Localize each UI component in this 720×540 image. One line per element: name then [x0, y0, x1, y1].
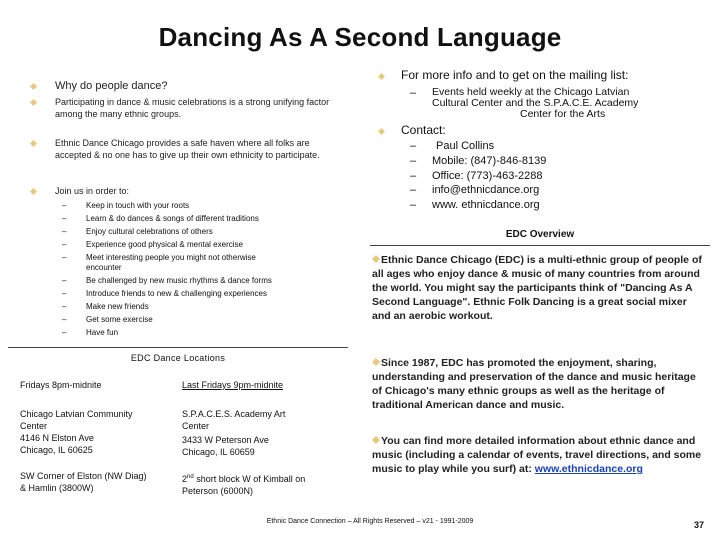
- contact-mobile: Mobile: (847)-846-8139: [432, 155, 547, 167]
- venue-spaces: [182, 408, 285, 458]
- reason-text: Get some exercise: [86, 315, 153, 324]
- diamond-bullet-icon: [30, 99, 37, 106]
- info-line: Events held weekly at the Chicago Latvian: [432, 86, 630, 98]
- contact-item: – Office: (773)-463-2288: [410, 170, 543, 182]
- contact-item: – info@ethnicdance.org: [410, 184, 540, 196]
- venue-line: 4146 N Elston Ave: [20, 433, 94, 443]
- bullet-text: Why do people dance?: [55, 80, 168, 92]
- left-bullet-4: [30, 185, 325, 197]
- info-line: Center for the Arts: [520, 108, 606, 120]
- reason-text: Meet interesting people you might not otherwise encounter: [86, 253, 256, 272]
- corner-latvian: [20, 470, 147, 494]
- corner-num: 2: [182, 474, 188, 484]
- diamond-bullet-icon: [372, 253, 380, 261]
- reason-text: Make new friends: [86, 302, 149, 311]
- corner-line: SW Corner of Elston (NW Diag): [20, 471, 147, 481]
- locations-title: EDC Dance Locations: [130, 353, 226, 363]
- reason-item: – Keep in touch with your roots: [62, 201, 190, 210]
- corner-spaces: [182, 471, 305, 497]
- overview-paragraph-3: [372, 434, 708, 476]
- paragraph-text: You can find more detailed information about ethnic dance and music (including a calendar of events, travel directions, and some music to play while you surf) at:: [372, 435, 702, 475]
- reason-text: Be challenged by new music rhythms & dance forms: [86, 276, 272, 285]
- overview-title: EDC Overview: [370, 229, 710, 246]
- venue-latvian: [20, 408, 133, 456]
- reason-item: – Introduce friends to new & challenging experiences: [62, 289, 267, 298]
- page-title: Dancing As A Second Language: [158, 22, 562, 52]
- contact-item: – Paul Collins: [410, 140, 495, 152]
- contact-item: – Mobile: (847)-846-8139: [410, 155, 547, 167]
- paragraph-text: Ethnic Dance Chicago (EDC) is a multi-ethnic group of people of all ages who enjoy dance & music of many countries from around the world. You might say the participants think of "Dancing As A Second Language". Ethnic Folk Dancing is a great social mixer and an aerobic workout.: [372, 254, 702, 322]
- corner-rest: short block W of Kimball on: [193, 474, 306, 484]
- reason-text: Introduce friends to new & challenging experiences: [86, 289, 267, 298]
- venue-line: Chicago, IL 60625: [20, 445, 93, 455]
- diamond-bullet-icon: [378, 128, 385, 135]
- reason-text: Enjoy cultural celebrations of others: [86, 227, 213, 236]
- page-number: 37: [694, 520, 705, 530]
- reason-item: – Experience good physical & mental exercise: [62, 240, 243, 249]
- contact-name: Paul Collins: [436, 140, 495, 152]
- info-heading: For more info and to get on the mailing list:: [401, 68, 629, 82]
- reason-item: – Learn & do dances & songs of different traditions: [62, 214, 259, 223]
- venue-line: Chicago Latvian Community: [20, 409, 133, 419]
- paragraph-text: Since 1987, EDC has promoted the enjoyment, sharing, understanding and preservation of the dance and music heritage of Chicago's many ethnic groups as well as the heritage of traditional American dance and music.: [372, 357, 696, 411]
- contact-office: Office: (773)-463-2288: [432, 170, 543, 182]
- venue-line: S.P.A.C.E.S. Academy Art: [182, 409, 286, 419]
- diamond-bullet-icon: [372, 434, 380, 442]
- venue-line: Chicago, IL 60659: [182, 447, 255, 457]
- reason-item: – Enjoy cultural celebrations of others: [62, 227, 213, 236]
- fridays-time: Fridays 8pm-midnite: [20, 380, 102, 390]
- reason-item: – Be challenged by new music rhythms & dance forms: [62, 276, 272, 285]
- reason-text: Keep in touch with your roots: [86, 201, 190, 210]
- website-link[interactable]: www.ethnicdance.org: [534, 463, 643, 475]
- bullet-text: Ethnic Dance Chicago provides a safe haven where all folks are accepted & no one has to give up their own ethnicity to participate.: [55, 138, 320, 160]
- info-item: – Events held weekly at the Chicago Latvian Cultural Center and the S.P.A.C.E. Academy Center for the Arts: [410, 86, 639, 120]
- reason-item: – Meet interesting people you might not otherwise encounter: [62, 253, 276, 273]
- contact-item: – www. ethnicdance.org: [410, 199, 540, 211]
- left-bullet-1: [30, 80, 345, 92]
- venue-line: Center: [20, 421, 48, 431]
- overview-paragraph-1: [372, 253, 708, 323]
- diamond-bullet-icon: [30, 188, 37, 195]
- corner-sup: nd: [187, 474, 194, 480]
- reason-item: – Make new friends: [62, 302, 149, 311]
- venue-line: Center: [182, 421, 210, 431]
- corner-line: Peterson (6000N): [182, 486, 254, 496]
- diamond-bullet-icon: [30, 140, 37, 147]
- diamond-bullet-icon: [372, 356, 380, 364]
- diamond-bullet-icon: [378, 73, 385, 80]
- contact-heading: Contact:: [401, 123, 446, 137]
- reason-text: Experience good physical & mental exercise: [86, 240, 243, 249]
- overview-paragraph-2: [372, 356, 708, 412]
- info-bullet: [378, 68, 628, 82]
- footer-copyright: Ethnic Dance Connection – All Rights Reserved – v21 - 1991-2009: [266, 518, 474, 525]
- contact-bullet: [378, 123, 446, 137]
- left-bullet-2: [30, 96, 347, 120]
- venue-line: 3433 W Peterson Ave: [182, 435, 269, 445]
- last-fridays-time: Last Fridays 9pm-midnite: [182, 380, 284, 390]
- bullet-text: Participating in dance & music celebrations is a strong unifying factor among the many ethnic groups.: [55, 97, 330, 119]
- info-line: Cultural Center and the S.P.A.C.E. Academy: [432, 97, 639, 109]
- corner-line: & Hamlin (3800W): [20, 483, 94, 493]
- contact-website: www. ethnicdance.org: [432, 199, 540, 211]
- reason-item: – Have fun: [62, 328, 119, 337]
- bullet-text: Join us in order to:: [55, 186, 130, 196]
- contact-email: info@ethnicdance.org: [432, 184, 540, 196]
- diamond-bullet-icon: [30, 83, 37, 90]
- left-bullet-3: [30, 137, 325, 161]
- reason-text: Learn & do dances & songs of different traditions: [86, 214, 259, 223]
- reason-item: – Get some exercise: [62, 315, 153, 324]
- reason-text: Have fun: [86, 328, 119, 337]
